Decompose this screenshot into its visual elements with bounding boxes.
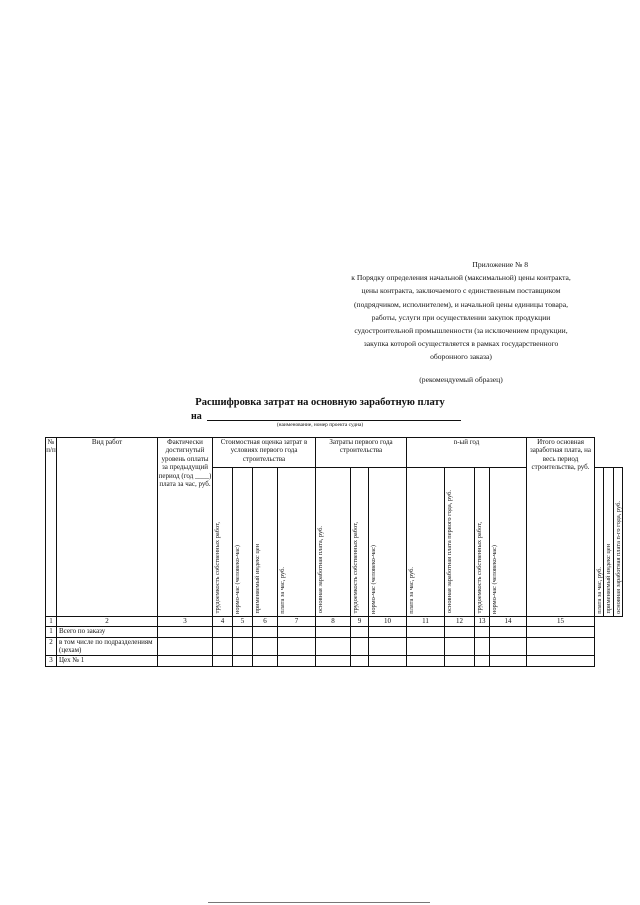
header-cost-estimate: Стоимостная оценка затрат в условиях первого года строительства bbox=[213, 438, 316, 468]
appendix-number: Приложение № 8 bbox=[472, 260, 528, 269]
col-number: 14 bbox=[490, 617, 527, 627]
appendix-line: цены контракта, заключаемого с единственным поставщиком bbox=[361, 286, 561, 296]
header-num: № п/п bbox=[46, 438, 57, 617]
sub-labor-own: трудоемкость собственных работ, bbox=[213, 468, 233, 617]
row-label: в том числе по подразделениям (цехам) bbox=[57, 638, 158, 656]
col-number: 5 bbox=[233, 617, 253, 627]
col-number: 2 bbox=[57, 617, 158, 627]
sub-nth-norm-hour: нормо-час (человеко-час) bbox=[490, 468, 527, 617]
col-number: 3 bbox=[158, 617, 213, 627]
header-work-type: Вид работ bbox=[57, 438, 158, 617]
col-number: 7 bbox=[278, 617, 316, 627]
header-nth-year: n-ый год bbox=[407, 438, 527, 468]
appendix-line: оборонного заказа) bbox=[430, 352, 492, 362]
col-number: 11 bbox=[407, 617, 445, 627]
header-first-year: Затраты первого года строительства bbox=[316, 438, 407, 468]
row-num: 2 bbox=[46, 638, 57, 656]
col-number: 1 bbox=[46, 617, 57, 627]
appendix-line: к Порядку определения начальной (максимальной) цены контракта, bbox=[351, 273, 571, 283]
col-number: 13 bbox=[475, 617, 490, 627]
sub-first-labor-own: трудоемкость собственных работ, bbox=[351, 468, 369, 617]
vessel-name-caption: (наименование, номер проекта судна) bbox=[276, 422, 364, 428]
scan-edge-line bbox=[208, 902, 430, 903]
row-label: Цех № 1 bbox=[57, 655, 158, 666]
sub-nth-pay-per-hour: плата за час, руб. bbox=[595, 468, 604, 617]
header-total: Итого основная заработная плата, на весь период строительства, руб. bbox=[527, 438, 595, 617]
appendix-line: закупка которой осуществляется в рамках государственного bbox=[363, 339, 559, 349]
row-num: 1 bbox=[46, 627, 57, 638]
document-title: Расшифровка затрат на основную заработную плату bbox=[195, 397, 445, 408]
sub-base-salary: основная заработная плата, руб. bbox=[316, 468, 351, 617]
sub-nth-labor-own: трудоемкость собственных работ, bbox=[475, 468, 490, 617]
sub-pay-per-hour: плата за час, руб. bbox=[278, 468, 316, 617]
sub-nth-price-index: применяемый индекс цен bbox=[604, 468, 613, 617]
sub-first-pay-per-hour: плата за час, руб. bbox=[407, 468, 445, 617]
sub-price-index: применяемый индекс цен bbox=[253, 468, 278, 617]
sub-first-base-salary: основная заработная плата первого года, руб. bbox=[445, 468, 475, 617]
row-label: Всего по заказу bbox=[57, 627, 158, 638]
sub-norm-hour: нормо-час (человеко-час) bbox=[233, 468, 253, 617]
header-actual-level: Фактически достигнутый уровень оплаты за предыдущий период (год ____) плата за час, руб. bbox=[158, 438, 213, 617]
sub-nth-base-salary: основная заработная плата n-го года, руб. bbox=[613, 468, 622, 617]
cost-table bbox=[45, 437, 623, 667]
appendix-line: судостроительной промышленности (за исключением продукции, bbox=[354, 326, 568, 336]
row-num: 3 bbox=[46, 655, 57, 666]
appendix-line: (подрядчиком, исполнителем), и начальной цены единицы товара, bbox=[354, 299, 568, 309]
recommended-sample: (рекомендуемый образец) bbox=[419, 374, 503, 384]
na-label: на bbox=[191, 411, 202, 422]
table-row bbox=[46, 627, 623, 638]
table-row bbox=[46, 655, 623, 666]
col-number: 15 bbox=[527, 617, 595, 627]
table-row bbox=[46, 638, 623, 656]
col-number: 8 bbox=[316, 617, 351, 627]
appendix-block bbox=[330, 258, 592, 386]
vessel-name-line bbox=[207, 420, 461, 421]
sub-first-norm-hour: нормо-час (человеко-час) bbox=[369, 468, 407, 617]
col-number: 12 bbox=[445, 617, 475, 627]
col-number: 6 bbox=[253, 617, 278, 627]
col-number: 4 bbox=[213, 617, 233, 627]
col-number: 9 bbox=[351, 617, 369, 627]
col-number: 10 bbox=[369, 617, 407, 627]
appendix-line: работы, услуги при осуществлении закупок продукции bbox=[371, 312, 551, 322]
